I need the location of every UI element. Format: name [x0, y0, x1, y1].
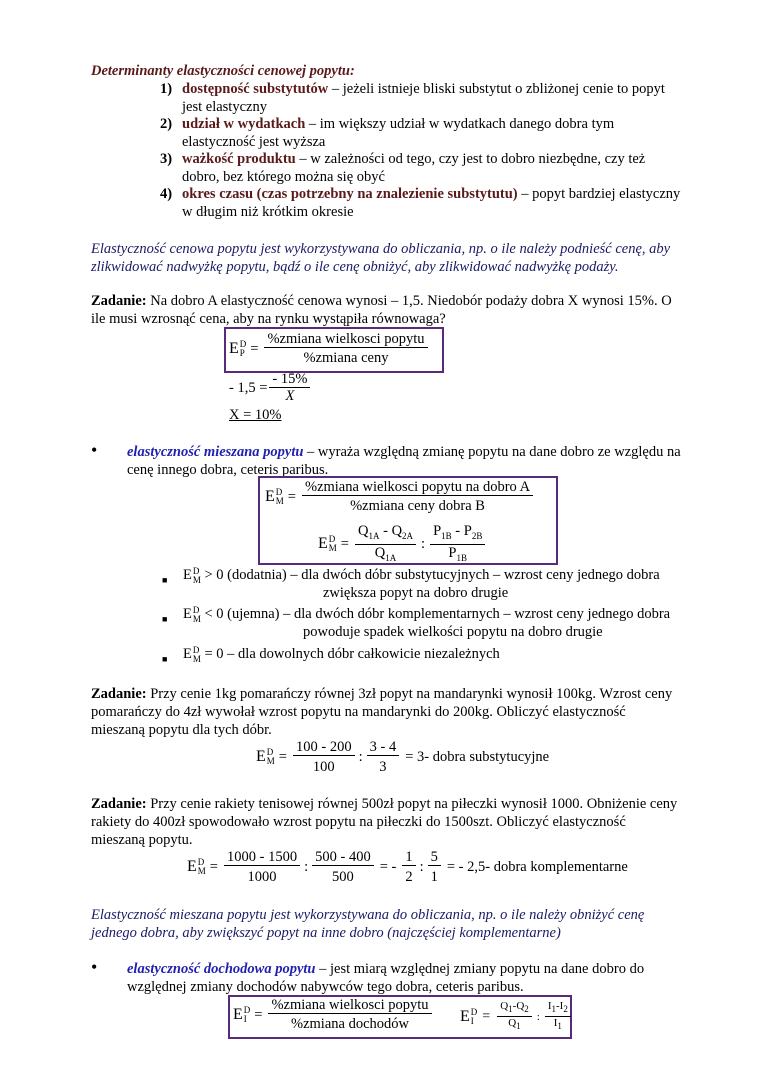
definition: elastyczność dochodowa popytu – jest miarą względnej zmiany popytu na dane dobro do: [127, 961, 645, 977]
task2-calc: E D M = $\frac{100 - 200}{100}$ : $\frac{3 - 4}{3}$ = 3 - dobra substytucyjne: [256, 739, 550, 775]
note-line: Elastyczność cenowa popytu jest wykorzystywana do obliczania, np. o ile należy podnieść cenę, aby: [91, 241, 671, 257]
list-item-text-cont: dobro, bez którego można się obyć: [182, 169, 385, 185]
section-title: Determinanty elastyczności cenowej popytu:: [91, 63, 355, 79]
bullet: •: [91, 957, 98, 977]
list-item: 1): [160, 81, 173, 97]
sub-item-cont: powoduje spadek wielkości popytu na dobro drugie: [303, 624, 603, 640]
mixed-elasticity-formula-2: E D M = $\frac{Q_{1A} - Q_{2A}}{Q_{1A}}$ : $\frac{P_{1B} - P_{2B}}{P_{1B}}$: [318, 523, 487, 566]
task3-calc: E D M = $\frac{1000 - 1500}{1000}$ : $\frac{500 - 400}{500}$ = - $\frac{1}{2}$ : $\frac{5}{1}$ = - 2,5 - dobra komplementarne: [187, 849, 628, 885]
square-bullet-icon: ■: [162, 654, 168, 664]
task-text: Zadanie: Przy cenie 1kg pomarańczy równej 3zł popyt na mandarynki wynosił 100kg. Wzrost ceny: [91, 686, 673, 702]
list-item-num: 3): [160, 151, 173, 167]
list-item-text: okres czasu (czas potrzebny na znalezienie substytutu) – popyt bardziej elastyczny: [182, 186, 681, 202]
calc-result: X = 10%: [229, 407, 282, 423]
sub-item: E D M > 0 (dodatnia) – dla dwóch dóbr substytucyjnych – wzrost ceny jednego dobra: [183, 565, 660, 585]
task-text: mieszaną popytu.: [91, 832, 193, 848]
list-item-text: dostępność substytutów – jeżeli istnieje bliski substytut o zbliżonej cenie to popyt: [182, 81, 665, 97]
list-item-text: udział w wydatkach – im większy udział w wydatkach danego dobra tym: [182, 116, 615, 132]
note-line: Elastyczność mieszana popytu jest wykorzystywana do obliczania, np. o ile należy obniżyć cenę: [91, 907, 645, 923]
note-line: jednego dobra, aby zwiększyć popyt na inne dobro (najczęściej komplementarne): [91, 925, 561, 941]
definition-cont: cenę innego dobra, ceteris paribus.: [127, 462, 329, 478]
task-text: mieszaną popytu dla tych dóbr.: [91, 722, 272, 738]
bullet: •: [91, 440, 98, 460]
sub-item: E D M = 0 – dla dowolnych dóbr całkowicie niezależnych: [183, 644, 500, 664]
task-text: ile musi wzrosnąć cena, aby na rynku wystąpiła równowaga?: [91, 311, 446, 327]
sub-item-cont: zwiększa popyt na dobro drugie: [323, 585, 509, 601]
note-line: zlikwidować nadwyżkę popytu, bądź o ile cenę obniżyć, aby zlikwidować nadwyżkę podaży.: [91, 259, 619, 275]
square-bullet-icon: ■: [162, 575, 168, 585]
task-text: rakiety do 400zł spowodowało wzrost popytu na piłeczki do 1500szt. Obliczyć elastyczność: [91, 814, 626, 830]
list-item-text-cont: w długim niż krótkim okresie: [182, 204, 354, 220]
calc-line: - 1,5 = $\frac{- 15\%}{X}$: [229, 371, 312, 404]
task-text: Zadanie: Na dobro A elastyczność cenowa wynosi – 1,5. Niedobór podaży dobra X wynosi 15%. O: [91, 293, 672, 309]
list-item-text-cont: elastyczność jest wyższa: [182, 134, 326, 150]
price-elasticity-formula: E D P = $\frac{\text{\%zmiana wielkosci popytu}}{\text{\%zmiana ceny}}$: [229, 331, 430, 366]
list-item-text-cont: jest elastyczny: [182, 99, 267, 115]
income-elasticity-formula-2: E D I = $\frac{Q_1-Q_2}{Q_1}$ : $\frac{I_1-I_2}{I_1}$: [460, 1000, 573, 1033]
income-elasticity-formula: E D I = $\frac{\text{\%zmiana wielkosci popytu}}{\text{\%zmiana dochodów}}$: [233, 997, 434, 1032]
square-bullet-icon: ■: [162, 614, 168, 624]
task-text: pomarańczy do 4zł wywołał wzrost popytu na mandarynki do 200kg. Obliczyć elastyczność: [91, 704, 626, 720]
list-item-num: 4): [160, 186, 173, 202]
sub-item: E D M < 0 (ujemna) – dla dwóch dóbr komplementarnych – wzrost ceny jednego dobra: [183, 604, 671, 624]
mixed-elasticity-formula: E D M = $\frac{\text{\%zmiana wielkosci popytu na dobro A}}{\text{\%zmiana ceny dobra B}}$: [265, 479, 535, 514]
list-item-text: ważkość produktu – w zależności od tego, czy jest to dobro niezbędne, czy też: [182, 151, 646, 167]
definition-cont: względnej zmiany dochodów nabywców tego dobra, ceteris paribus.: [127, 979, 524, 995]
task-text: Zadanie: Przy cenie rakiety tenisowej równej 500zł popyt na piłeczki wynosił 1000. Obniżenie ceny: [91, 796, 678, 812]
list-item-num: 2): [160, 116, 173, 132]
definition: elastyczność mieszana popytu – wyraża względną zmianę popytu na dane dobro ze względu na: [127, 444, 681, 460]
